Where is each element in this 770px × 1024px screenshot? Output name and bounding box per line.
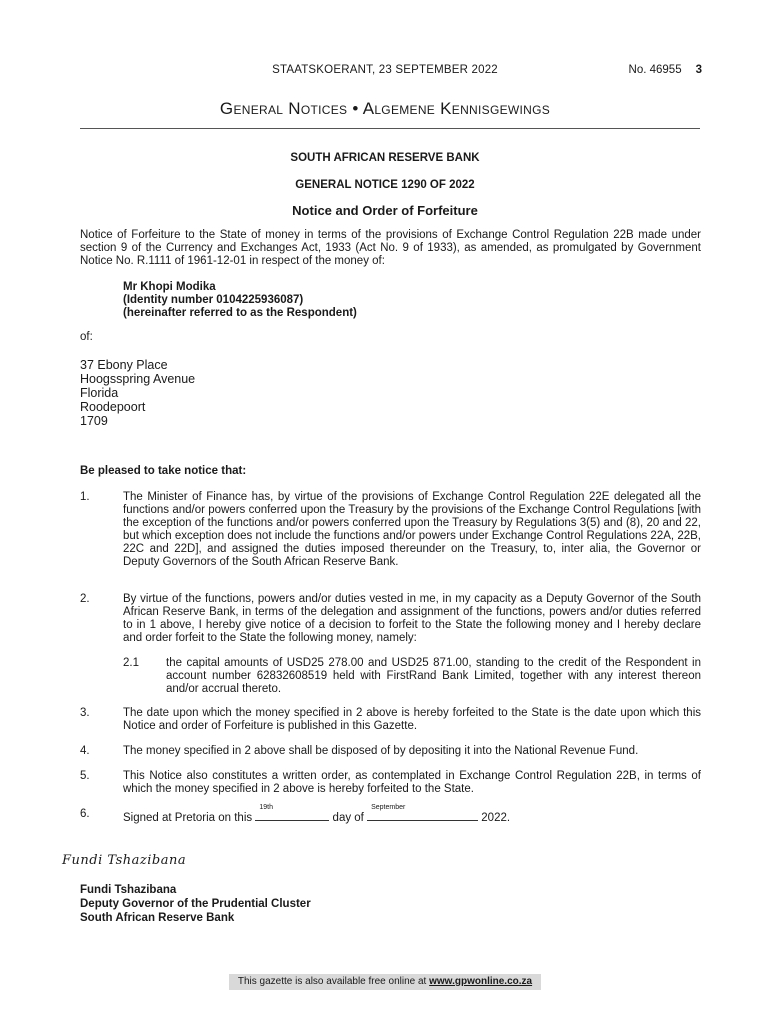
signatory-org: South African Reserve Bank	[80, 912, 235, 924]
of-label: of:	[80, 331, 93, 343]
item-text: The Minister of Finance has, by virtue of the provisions of Exchange Control Regulation 22E delegated all the functions and/or powers conferred upon the Treasury by the provisions of the Exchange Control Regulations [with the exception of the functions and/or powers conferred upon the Treasury by Regulations 3(5) and (8), 20 and 22, but which exception does not include the functions and/or powers under Exchange Control Regulations 22A, 22B, 22C and 22D], and assigned the duties imposed thereunder on the Treasury, to, inter alia, the Governor or Deputy Governors of the South African Reserve Bank.	[123, 491, 701, 568]
section-divider	[80, 128, 700, 129]
notice-title: Notice and Order of Forfeiture	[292, 203, 478, 218]
signing-year: 2022.	[481, 812, 511, 824]
item-text: The date upon which the money specified in 2 above is hereby forfeited to the State is the date upon which this Notice and order of Forfeiture is published in this Gazette.	[123, 707, 701, 732]
signatory-title: Deputy Governor of the Prudential Cluster	[80, 898, 311, 910]
address-line: Florida	[80, 386, 119, 400]
gazette-header: STAATSKOERANT, 23 SEPTEMBER 2022	[272, 64, 498, 76]
respondent-id: (Identity number 0104225936087)	[123, 294, 304, 306]
address-line: 37 Ebony Place	[80, 358, 168, 372]
respondent-name: Mr Khopi Modika	[123, 281, 216, 293]
footer-link[interactable]: www.gpwonline.co.za	[429, 976, 533, 987]
respondent-block	[123, 281, 357, 320]
issuer: SOUTH AFRICAN RESERVE BANK	[290, 152, 480, 164]
address-line: Roodepoort	[80, 400, 146, 414]
subitem-number: 2.1	[123, 657, 139, 669]
signatory-name: Fundi Tshazibana	[80, 884, 177, 896]
item-number: 3.	[80, 707, 90, 719]
subitem-text: the capital amounts of USD25 278.00 and USD25 871.00, standing to the credit of the Respondent in account number 62832608519 held with FirstRand Bank Limited, together with any interest thereon and/or accrual thereto.	[166, 657, 701, 695]
section-title: General Notices • Algemene Kennisgewings	[219, 99, 551, 118]
signing-middle: day of	[332, 812, 364, 824]
signing-prefix: Signed at Pretoria on this	[123, 812, 253, 824]
item-text: By virtue of the functions, powers and/or duties vested in me, in my capacity as a Deputy Governor of the South African Reserve Bank, in terms of the delegation and assignment of the functions, powers and/or duties referred to in 1 above, I hereby give notice of a decision to forfeit to the State the following money and I hereby declare and order forfeit to the State the following money, namely:	[123, 593, 701, 644]
day-value: 19th	[259, 804, 273, 811]
item-text: The money specified in 2 above shall be disposed of by depositing it into the National Revenue Fund.	[123, 745, 639, 757]
notice-number: GENERAL NOTICE 1290 OF 2022	[295, 179, 475, 191]
handwritten-signature: Fundi Tshazibana	[62, 853, 187, 868]
address-line: 1709	[80, 414, 108, 428]
respondent-ref: (hereinafter referred to as the Respondent)	[123, 307, 357, 319]
item-number: 4.	[80, 745, 90, 757]
address-line: Hoogsspring Avenue	[80, 372, 196, 386]
day-field	[255, 804, 329, 821]
address-block	[80, 358, 195, 428]
take-notice-heading: Be pleased to take notice that:	[80, 465, 247, 477]
signing-line	[123, 804, 511, 824]
signatory-block	[80, 883, 311, 925]
item-number: 1.	[80, 491, 90, 503]
footer-text: This gazette is also available free online at	[237, 976, 427, 987]
month-value: September	[371, 804, 406, 811]
item-number: 6.	[80, 808, 90, 820]
gazette-number	[629, 64, 702, 76]
item-text: This Notice also constitutes a written order, as contemplated in Exchange Control Regulation 22B, in terms of which the money specified in 2 above is hereby forfeited to the State.	[123, 770, 701, 795]
intro-paragraph: Notice of Forfeiture to the State of money in terms of the provisions of Exchange Control Regulation 22B made under section 9 of the Currency and Exchanges Act, 1933 (Act No. 9 of 1933), as amended, as promulgated by Government Notice No. R.1111 of 1961-12-01 in respect of the money of:	[80, 229, 701, 267]
issue-number: No. 46955	[628, 64, 682, 76]
item-number: 5.	[80, 770, 90, 782]
month-field	[367, 804, 478, 821]
page-number: 3	[695, 64, 702, 76]
footer-banner	[229, 974, 541, 990]
item-number: 2.	[80, 593, 90, 605]
